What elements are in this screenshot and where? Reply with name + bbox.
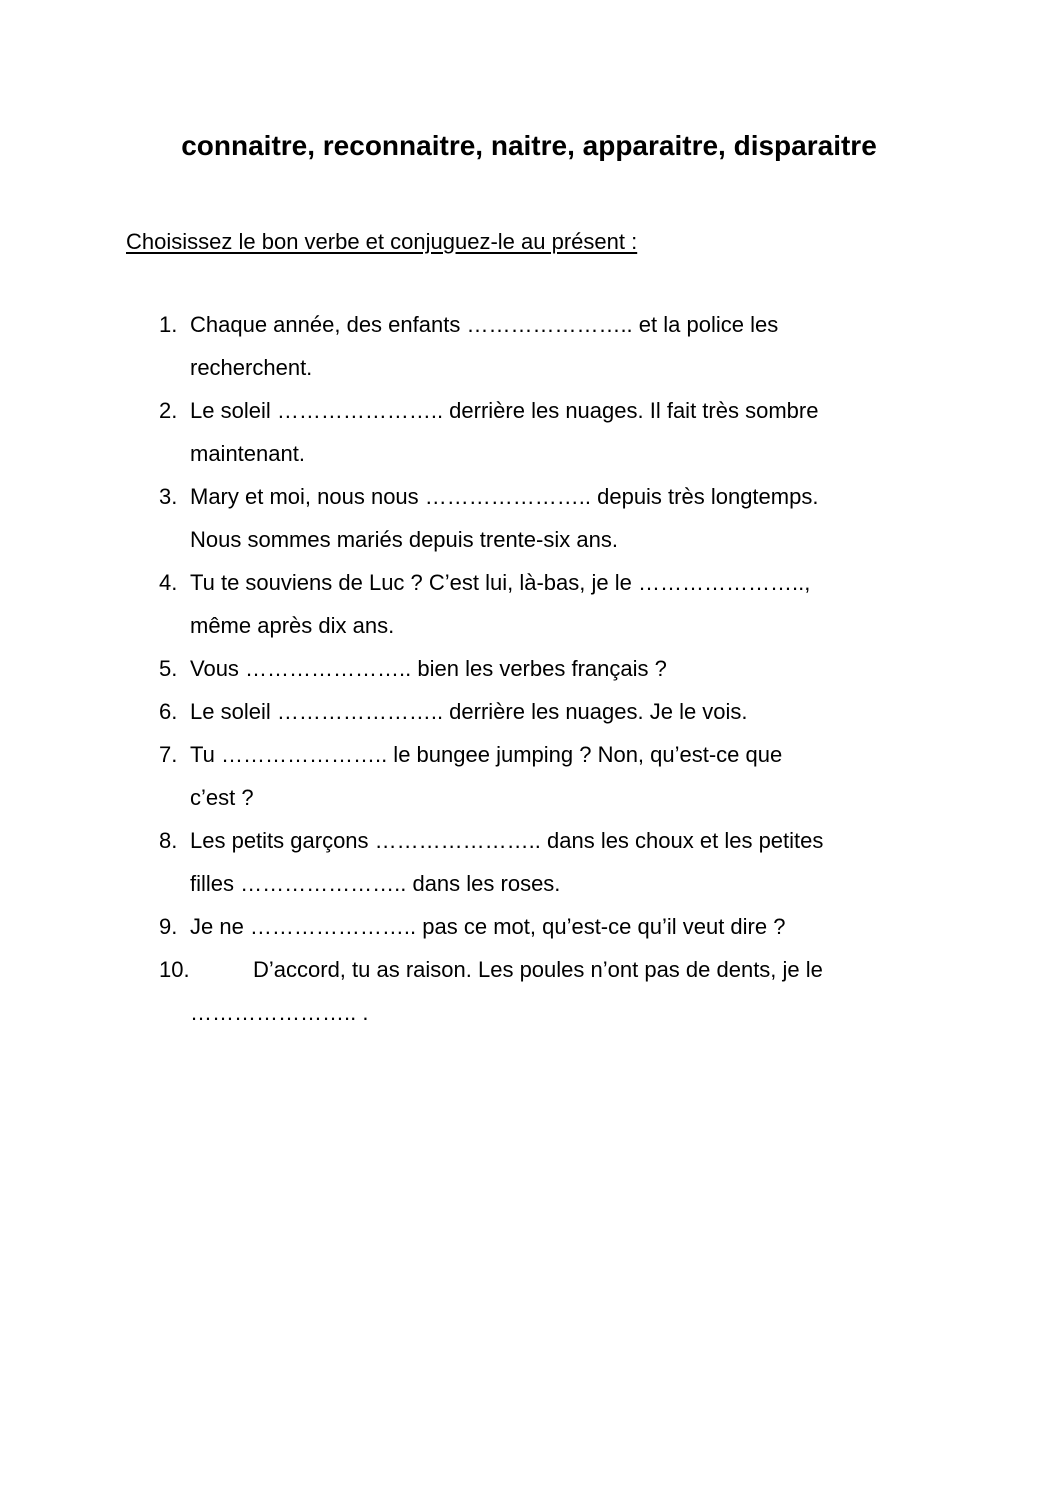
item-number: 10.: [159, 957, 190, 982]
item-line: Vous ………………….. bien les verbes français ?: [190, 656, 667, 681]
item-line: Mary et moi, nous nous ………………….. depuis très longtemps.: [190, 484, 819, 509]
item-line: Le soleil ………………….. derrière les nuages. Il fait très sombre: [190, 398, 819, 423]
item-line: même après dix ans.: [190, 613, 395, 638]
item-line: recherchent.: [190, 355, 313, 380]
item-number: 3.: [159, 484, 178, 509]
exercise-item-9: [0, 905, 1058, 948]
exercise-item-3: [0, 475, 1058, 561]
item-line: c’est ?: [190, 785, 254, 810]
exercise-item-8: [0, 819, 1058, 905]
item-number: 2.: [159, 398, 178, 423]
item-line: D’accord, tu as raison. Les poules n’ont pas de dents, je le: [253, 957, 823, 982]
item-number: 1.: [159, 312, 178, 337]
item-line: Chaque année, des enfants ………………….. et la police les: [190, 312, 779, 337]
item-line: maintenant.: [190, 441, 305, 466]
item-number: 4.: [159, 570, 178, 595]
exercise-list: [0, 303, 1058, 1034]
item-line: Je ne ………………….. pas ce mot, qu’est-ce qu’il veut dire ?: [190, 914, 786, 939]
item-line: filles ………………….. dans les roses.: [190, 871, 561, 896]
exercise-item-4: [0, 561, 1058, 647]
item-line: Tu ………………….. le bungee jumping ? Non, qu’est-ce que: [190, 742, 783, 767]
item-line: Les petits garçons ………………….. dans les choux et les petites: [190, 828, 824, 853]
exercise-item-7: [0, 733, 1058, 819]
exercise-item-6: [0, 690, 1058, 733]
item-number: 6.: [159, 699, 178, 724]
item-line: Tu te souviens de Luc ? C’est lui, là-bas, je le …………………..,: [190, 570, 811, 595]
item-line: Le soleil ………………….. derrière les nuages. Je le vois.: [190, 699, 748, 724]
item-line: Nous sommes mariés depuis trente-six ans.: [190, 527, 618, 552]
item-line: ………………….. .: [190, 1000, 369, 1025]
instruction-text: Choisissez le bon verbe et conjuguez-le au présent :: [126, 229, 638, 254]
exercise-item-5: [0, 647, 1058, 690]
exercise-item-1: [0, 303, 1058, 389]
item-number: 7.: [159, 742, 178, 767]
exercise-item-2: [0, 389, 1058, 475]
exercise-item-10: [0, 948, 1058, 1034]
page-title: connaitre, reconnaitre, naitre, apparaitre, disparaitre: [181, 130, 877, 161]
item-number: 5.: [159, 656, 178, 681]
item-number: 9.: [159, 914, 178, 939]
item-number: 8.: [159, 828, 178, 853]
